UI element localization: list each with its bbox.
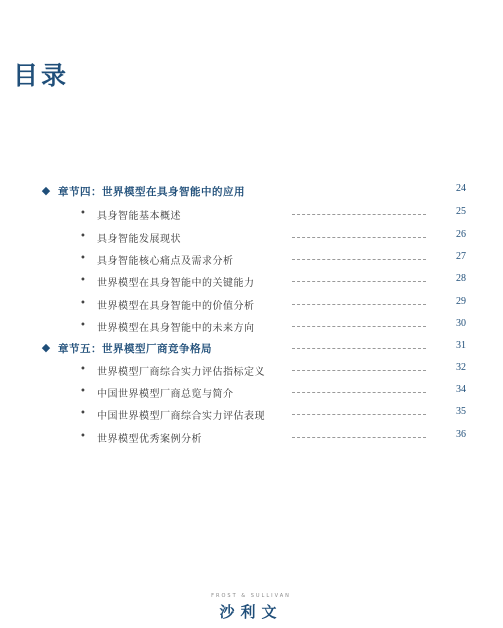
diamond-icon: ◆	[41, 341, 51, 354]
bullet-icon: •	[80, 320, 86, 331]
dotted-leader	[292, 348, 426, 349]
toc-section-title: 具身智能基本概述	[97, 211, 181, 222]
toc-section-row[interactable]	[0, 318, 503, 336]
toc-page-number: 25	[456, 206, 466, 217]
diamond-icon: ◆	[41, 184, 51, 197]
toc-page-number: 30	[456, 318, 466, 329]
bullet-icon: •	[80, 275, 86, 286]
toc-section-title: 世界模型优秀案例分析	[97, 434, 202, 445]
bullet-icon: •	[80, 408, 86, 419]
toc-page-number: 31	[456, 340, 466, 351]
frost-sullivan-logo	[201, 593, 301, 622]
dotted-leader	[292, 304, 426, 305]
toc-chapter-title: 章节四：世界模型在具身智能中的应用	[58, 186, 245, 198]
toc-chapter-row[interactable]	[0, 340, 503, 358]
toc-section-row[interactable]	[0, 229, 503, 247]
toc-page-number: 26	[456, 229, 466, 240]
dotted-leader	[292, 370, 426, 371]
toc-section-row[interactable]	[0, 406, 503, 424]
footer-tagline: FROST & SULLIVAN	[211, 593, 291, 599]
toc-page-number: 29	[456, 296, 466, 307]
bullet-icon: •	[80, 231, 86, 242]
toc-chapter-title: 章节五：世界模型厂商竞争格局	[58, 343, 212, 355]
dotted-leader	[292, 214, 426, 215]
bullet-icon: •	[80, 386, 86, 397]
toc-section-row[interactable]	[0, 251, 503, 269]
dotted-leader	[292, 259, 426, 260]
toc-section-title: 中国世界模型厂商总览与简介	[97, 389, 234, 400]
toc-page-number: 32	[456, 362, 466, 373]
toc-page-number: 34	[456, 384, 466, 395]
toc-section-title: 世界模型在具身智能中的未来方向	[97, 323, 255, 334]
toc-section-title: 世界模型在具身智能中的价值分析	[97, 301, 255, 312]
toc-page-number: 36	[456, 429, 466, 440]
toc-section-row[interactable]	[0, 273, 503, 291]
toc-page-number: 24	[456, 183, 466, 194]
toc-section-title: 世界模型在具身智能中的关键能力	[97, 278, 255, 289]
dotted-leader	[292, 414, 426, 415]
toc-section-row[interactable]	[0, 384, 503, 402]
toc-chapter-row[interactable]	[0, 183, 503, 201]
bullet-icon: •	[80, 208, 86, 219]
toc-page-number: 28	[456, 273, 466, 284]
toc-section-title: 中国世界模型厂商综合实力评估表现	[97, 411, 265, 422]
dotted-leader	[292, 326, 426, 327]
dotted-leader	[292, 237, 426, 238]
bullet-icon: •	[80, 298, 86, 309]
footer-brand: 沙利文	[219, 603, 283, 621]
bullet-icon: •	[80, 431, 86, 442]
bullet-icon: •	[80, 253, 86, 264]
toc-section-row[interactable]	[0, 206, 503, 224]
toc-page-number: 35	[456, 406, 466, 417]
dotted-leader	[292, 392, 426, 393]
page-title: 目录	[13, 61, 70, 90]
dotted-leader	[292, 281, 426, 282]
dotted-leader	[292, 437, 426, 438]
toc-section-row[interactable]	[0, 362, 503, 380]
toc-section-row[interactable]	[0, 296, 503, 314]
bullet-icon: •	[80, 364, 86, 375]
toc-section-title: 世界模型厂商综合实力评估指标定义	[97, 367, 265, 378]
toc-section-title: 具身智能发展现状	[97, 234, 181, 245]
toc-section-row[interactable]	[0, 429, 503, 447]
toc-section-title: 具身智能核心痛点及需求分析	[97, 256, 234, 267]
toc-page-number: 27	[456, 251, 466, 262]
